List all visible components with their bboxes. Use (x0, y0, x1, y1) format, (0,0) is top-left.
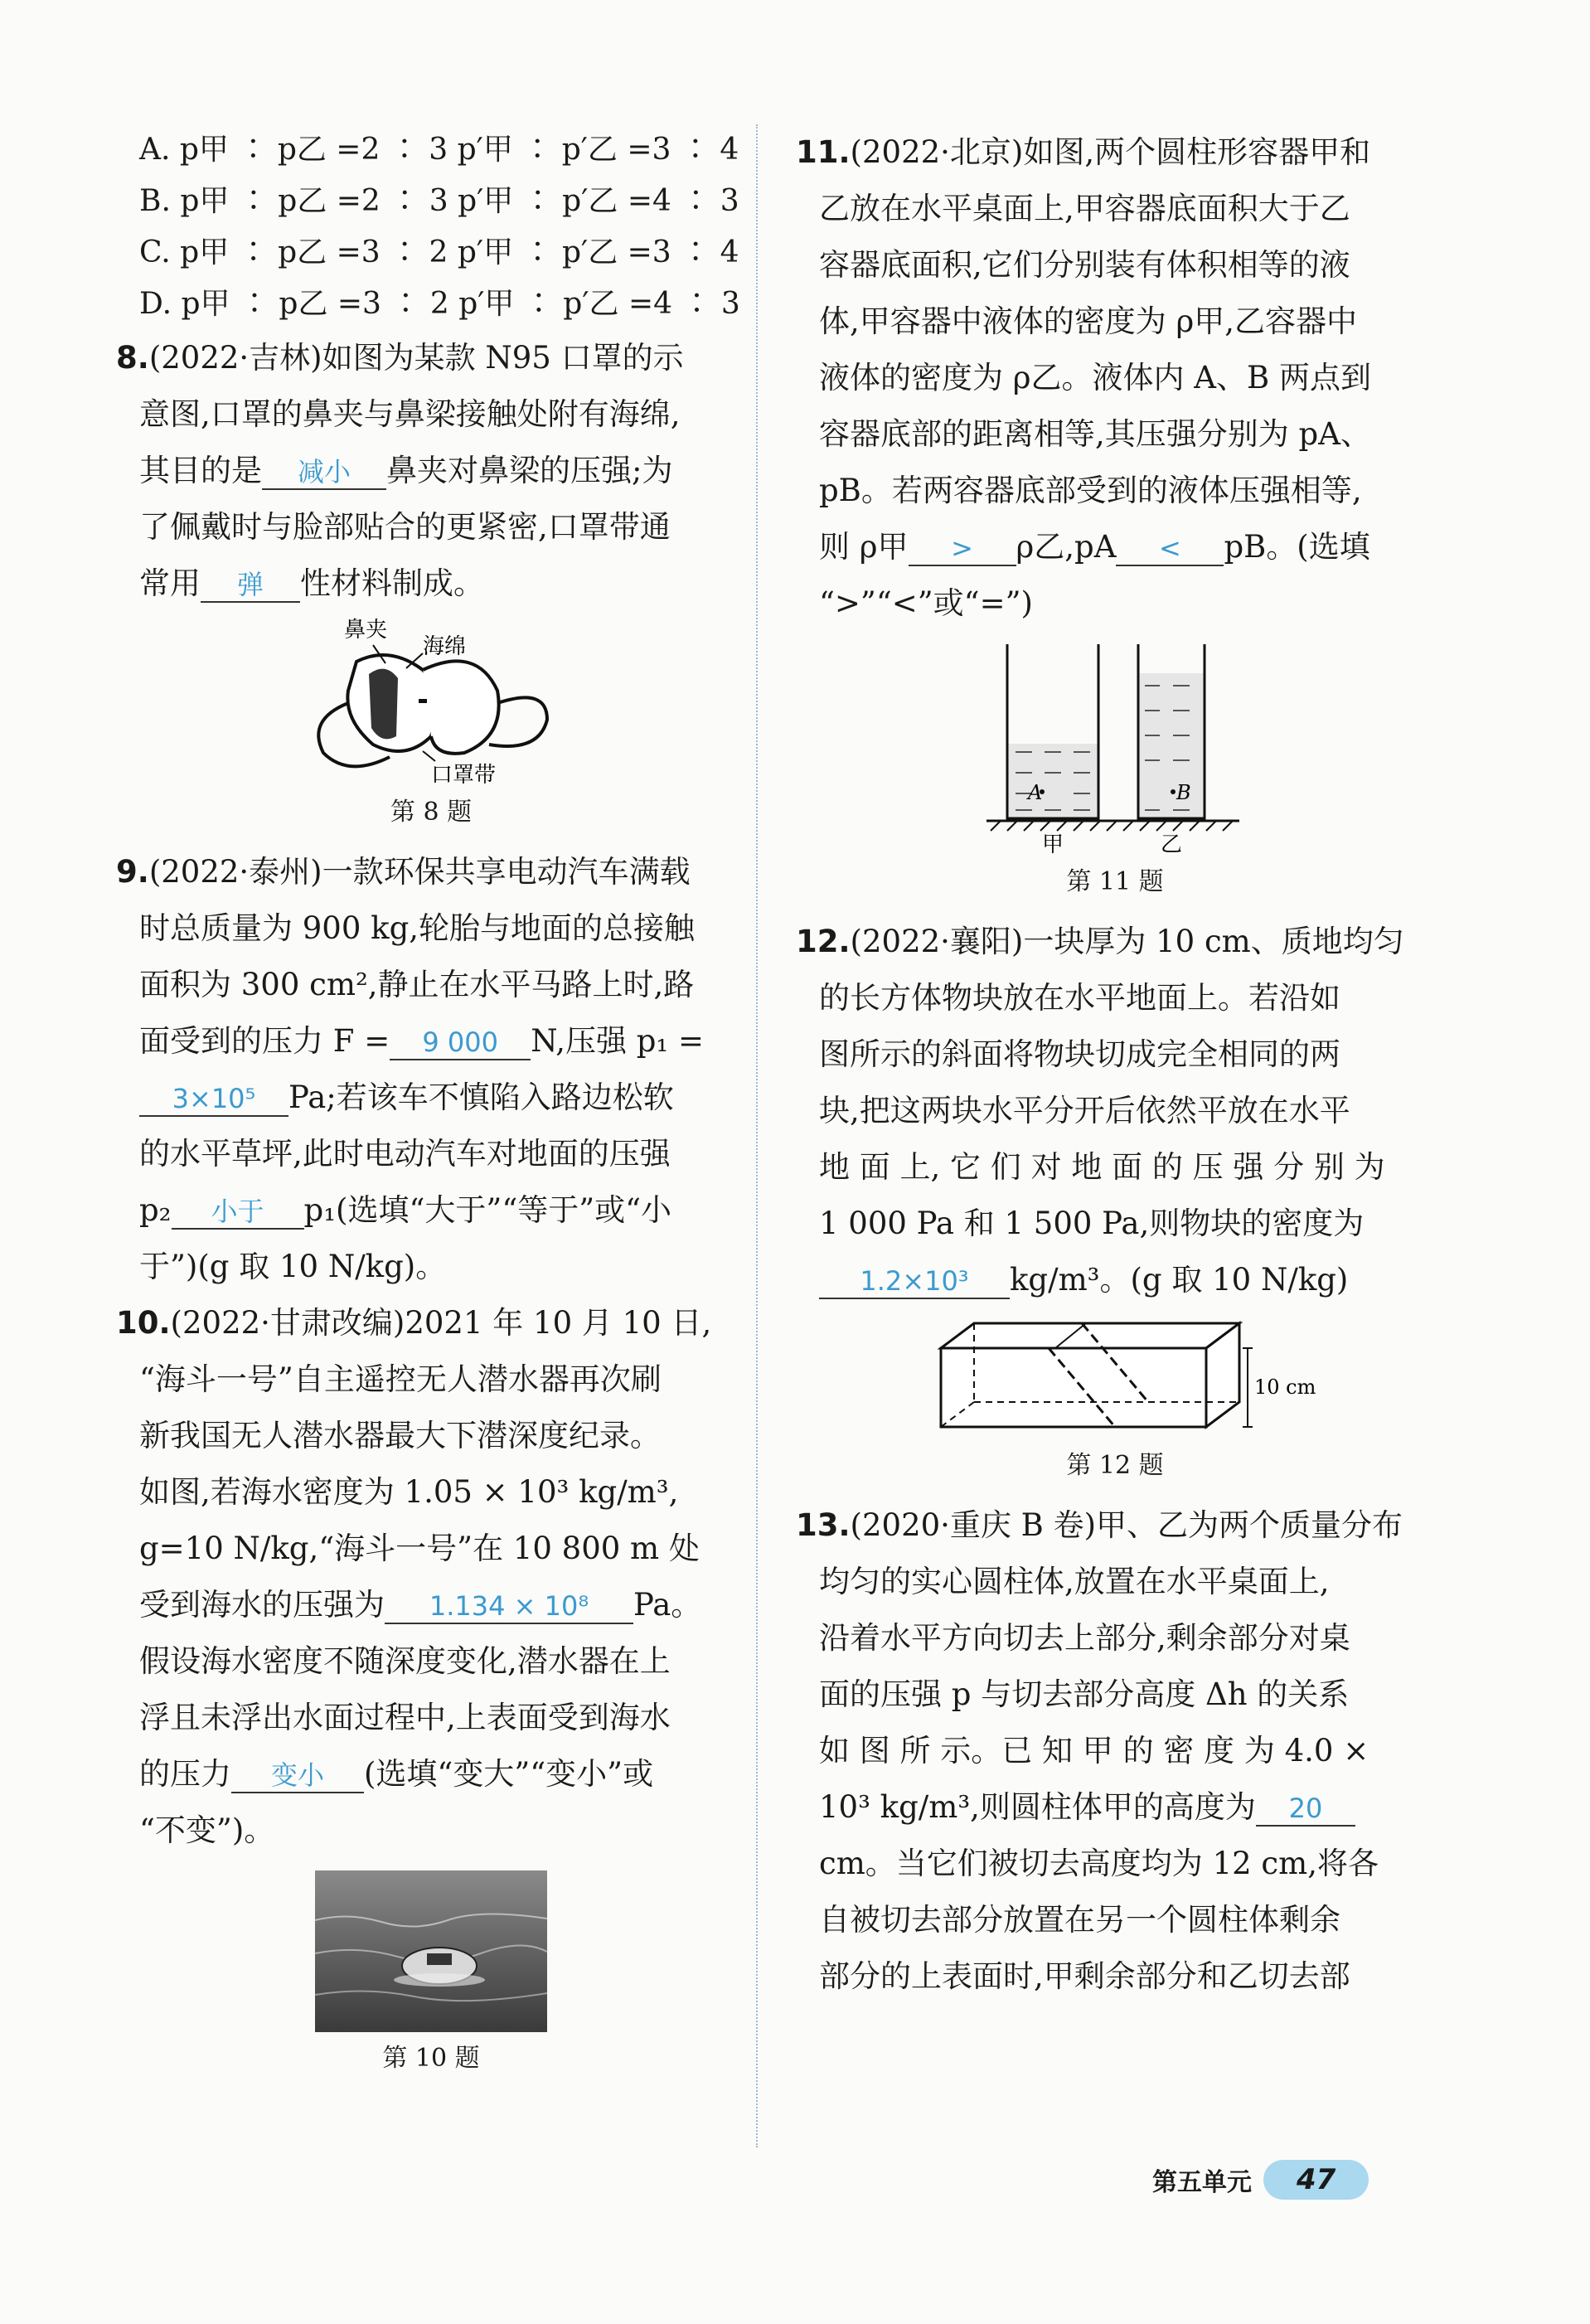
option-b: B. p甲 ∶ p乙 =2 ∶ 3 p′甲 ∶ p′乙 =4 ∶ 3 (139, 184, 739, 218)
q12-line: (2022·襄阳)一块厚为 10 cm、质地均匀 (850, 924, 1404, 959)
q11-line: 乙放在水平桌面上,甲容器底面积大于乙 (819, 191, 1350, 226)
q13-line: 部分的上表面时,甲剩余部分和乙切去部 (819, 1958, 1350, 1994)
q8-line: 了佩戴时与脸部贴合的更紧密,口罩带通 (139, 509, 671, 545)
q11-line: pB。若两容器底部受到的液体压强相等, (819, 473, 1362, 508)
q9-text: Pa;若该车不慎陷入路边松软 (288, 1080, 674, 1115)
q10-answer-2: 变小 (231, 1759, 364, 1793)
containers-figure (982, 640, 1248, 856)
q9-text: 面受到的压力 F = (139, 1023, 390, 1059)
q11-number: 11. (796, 134, 851, 170)
q10-line: g=10 N/kg,“海斗一号”在 10 800 m 处 (139, 1531, 700, 1566)
unit-label: 第五单元 (1152, 2168, 1252, 2197)
q7-options (116, 124, 746, 330)
q10-line: (2022·甘肃改编)2021 年 10 月 10 日, (170, 1305, 712, 1341)
q13-line: cm。当它们被切去高度均为 12 cm,将各 (819, 1846, 1379, 1881)
q10-line: 如图,若海水密度为 1.05 × 10³ kg/m³, (139, 1474, 679, 1510)
q12-line: 的长方体物块放在水平地面上。若沿如 (819, 980, 1340, 1016)
q10-line: 假设海水密度不随深度变化,潜水器在上 (139, 1643, 671, 1679)
q11-text: ρ乙,pA (1016, 529, 1117, 565)
q10-number: 10. (116, 1305, 171, 1341)
q10-answer-1: 1.134 × 10⁸ (385, 1589, 633, 1624)
label-sponge: 海绵 (423, 634, 467, 659)
option-d: D. p甲 ∶ p乙 =3 ∶ 2 p′甲 ∶ p′乙 =4 ∶ 3 (139, 287, 740, 321)
q8-line: 意图,口罩的鼻夹与鼻梁接触处附有海绵, (139, 396, 681, 432)
q11-text: pB。(选填 (1224, 529, 1370, 565)
question-9 (116, 844, 746, 1295)
q9-text: N,压强 p₁ = (531, 1023, 705, 1059)
submersible-photo (315, 1870, 547, 2032)
q13-number: 13. (796, 1507, 851, 1543)
q9-line: 时总质量为 900 kg,轮胎与地面的总接触 (139, 910, 696, 946)
q13-text: 10³ kg/m³,则圆柱体甲的高度为 (819, 1789, 1256, 1825)
option-c: C. p甲 ∶ p乙 =3 ∶ 2 p′甲 ∶ p′乙 =3 ∶ 4 (139, 235, 739, 269)
q8-text: 其目的是 (139, 453, 262, 488)
q10-line: “不变”)。 (139, 1812, 275, 1848)
q11-line: (2022·北京)如图,两个圆柱形容器甲和 (850, 134, 1371, 170)
question-8 (116, 330, 746, 827)
q10-line: 新我国无人潜水器最大下潜深度纪录。 (139, 1418, 661, 1453)
q10-text: 的压力 (139, 1756, 231, 1792)
question-10 (116, 1295, 746, 2074)
q8-text: 鼻夹对鼻梁的压强;为 (386, 453, 673, 488)
q12-answer-1: 1.2×10³ (819, 1264, 1010, 1299)
q12-line: 1 000 Pa 和 1 500 Pa,则物块的密度为 (819, 1206, 1365, 1241)
q9-number: 9. (116, 854, 149, 890)
label-strap: 口罩带 (431, 763, 497, 788)
q13-answer-1: 20 (1256, 1792, 1355, 1827)
q13-line: 面的压强 p 与切去部分高度 Δh 的关系 (819, 1676, 1350, 1712)
q13-line: 如 图 所 示。已 知 甲 的 密 度 为 4.0 × (819, 1733, 1369, 1768)
q10-text: 受到海水的压强为 (139, 1587, 385, 1623)
q12-text: kg/m³。(g 取 10 N/kg) (1010, 1262, 1349, 1298)
q8-number: 8. (116, 340, 149, 376)
q8-text: 常用 (139, 565, 201, 601)
mask-figure (298, 612, 564, 786)
q8-answer-1: 减小 (262, 455, 386, 490)
label-nose-clip: 鼻夹 (344, 618, 388, 643)
column-divider (756, 124, 758, 2147)
q10-text: Pa。 (633, 1587, 702, 1623)
q13-line: (2020·重庆 B 卷)甲、乙为两个质量分布 (850, 1507, 1403, 1543)
q12-caption: 第 12 题 (1066, 1451, 1164, 1480)
q12-line: 块,把这两块水平分开后依然平放在水平 (819, 1093, 1350, 1128)
question-13 (796, 1497, 1434, 2005)
q10-line: “海斗一号”自主遥控无人潜水器再次刷 (139, 1361, 662, 1397)
q8-line: (2022·吉林)如图为某款 N95 口罩的示 (148, 340, 684, 376)
page-footer (1152, 2156, 1369, 2204)
q11-answer-1: > (909, 531, 1016, 566)
q8-answer-2: 弹 (201, 568, 300, 603)
q11-line: 体,甲容器中液体的密度为 ρ甲,乙容器中 (819, 303, 1358, 339)
q8-text: 性材料制成。 (300, 565, 484, 601)
q9-text: p₁(选填“大于”“等于”或“小 (303, 1192, 672, 1228)
q11-answer-2: < (1116, 531, 1224, 566)
question-12 (796, 914, 1434, 1481)
q12-line: 图所示的斜面将物块切成完全相同的两 (819, 1036, 1340, 1072)
label-point-b: B (1176, 781, 1191, 804)
q9-line: 的水平草坪,此时电动汽车对地面的压强 (139, 1136, 671, 1172)
q13-line: 自被切去部分放置在另一个圆柱体剩余 (819, 1902, 1340, 1938)
q9-line: (2022·泰州)一款环保共享电动汽车满载 (148, 854, 691, 890)
option-a: A. p甲 ∶ p乙 =2 ∶ 3 p′甲 ∶ p′乙 =3 ∶ 4 (139, 133, 739, 167)
q13-line: 沿着水平方向切去上部分,剩余部分对桌 (819, 1620, 1350, 1656)
block-figure (933, 1315, 1316, 1439)
q11-text: 则 ρ甲 (819, 529, 909, 565)
q10-text: (选填“变大”“变小”或 (364, 1756, 654, 1792)
question-11 (796, 124, 1434, 897)
q11-caption: 第 11 题 (1066, 867, 1164, 896)
q10-caption: 第 10 题 (382, 2044, 480, 2073)
q9-answer-3: 小于 (172, 1195, 304, 1230)
page-number: 47 (1263, 2160, 1369, 2200)
label-container-yi: 乙 (1161, 832, 1183, 857)
q12-number: 12. (796, 924, 851, 959)
left-column (116, 124, 746, 2090)
q13-line: 均匀的实心圆柱体,放置在水平桌面上, (819, 1564, 1330, 1599)
q9-text: p₂ (139, 1192, 172, 1228)
q11-line: 液体的密度为 ρ乙。液体内 A、B 两点到 (819, 360, 1371, 395)
q11-line: 容器底部的距离相等,其压强分别为 pA、 (819, 416, 1371, 452)
right-column (796, 124, 1434, 2005)
label-point-a: A (1028, 781, 1043, 804)
q9-answer-1: 9 000 (390, 1026, 531, 1060)
q12-line: 地 面 上, 它 们 对 地 面 的 压 强 分 别 为 (819, 1149, 1385, 1185)
label-container-jia: 甲 (1042, 832, 1064, 857)
q9-answer-2: 3×10⁵ (139, 1082, 288, 1117)
q11-line: “>”“<”或“=”) (819, 585, 1033, 621)
dimension-label: 10 cm (1254, 1375, 1316, 1399)
q10-line: 浮且未浮出水面过程中,上表面受到海水 (139, 1700, 671, 1735)
q9-line: 于”)(g 取 10 N/kg)。 (139, 1249, 447, 1284)
q9-line: 面积为 300 cm²,静止在水平马路上时,路 (139, 967, 695, 1002)
q8-caption: 第 8 题 (390, 798, 473, 827)
q11-line: 容器底面积,它们分别装有体积相等的液 (819, 247, 1350, 283)
